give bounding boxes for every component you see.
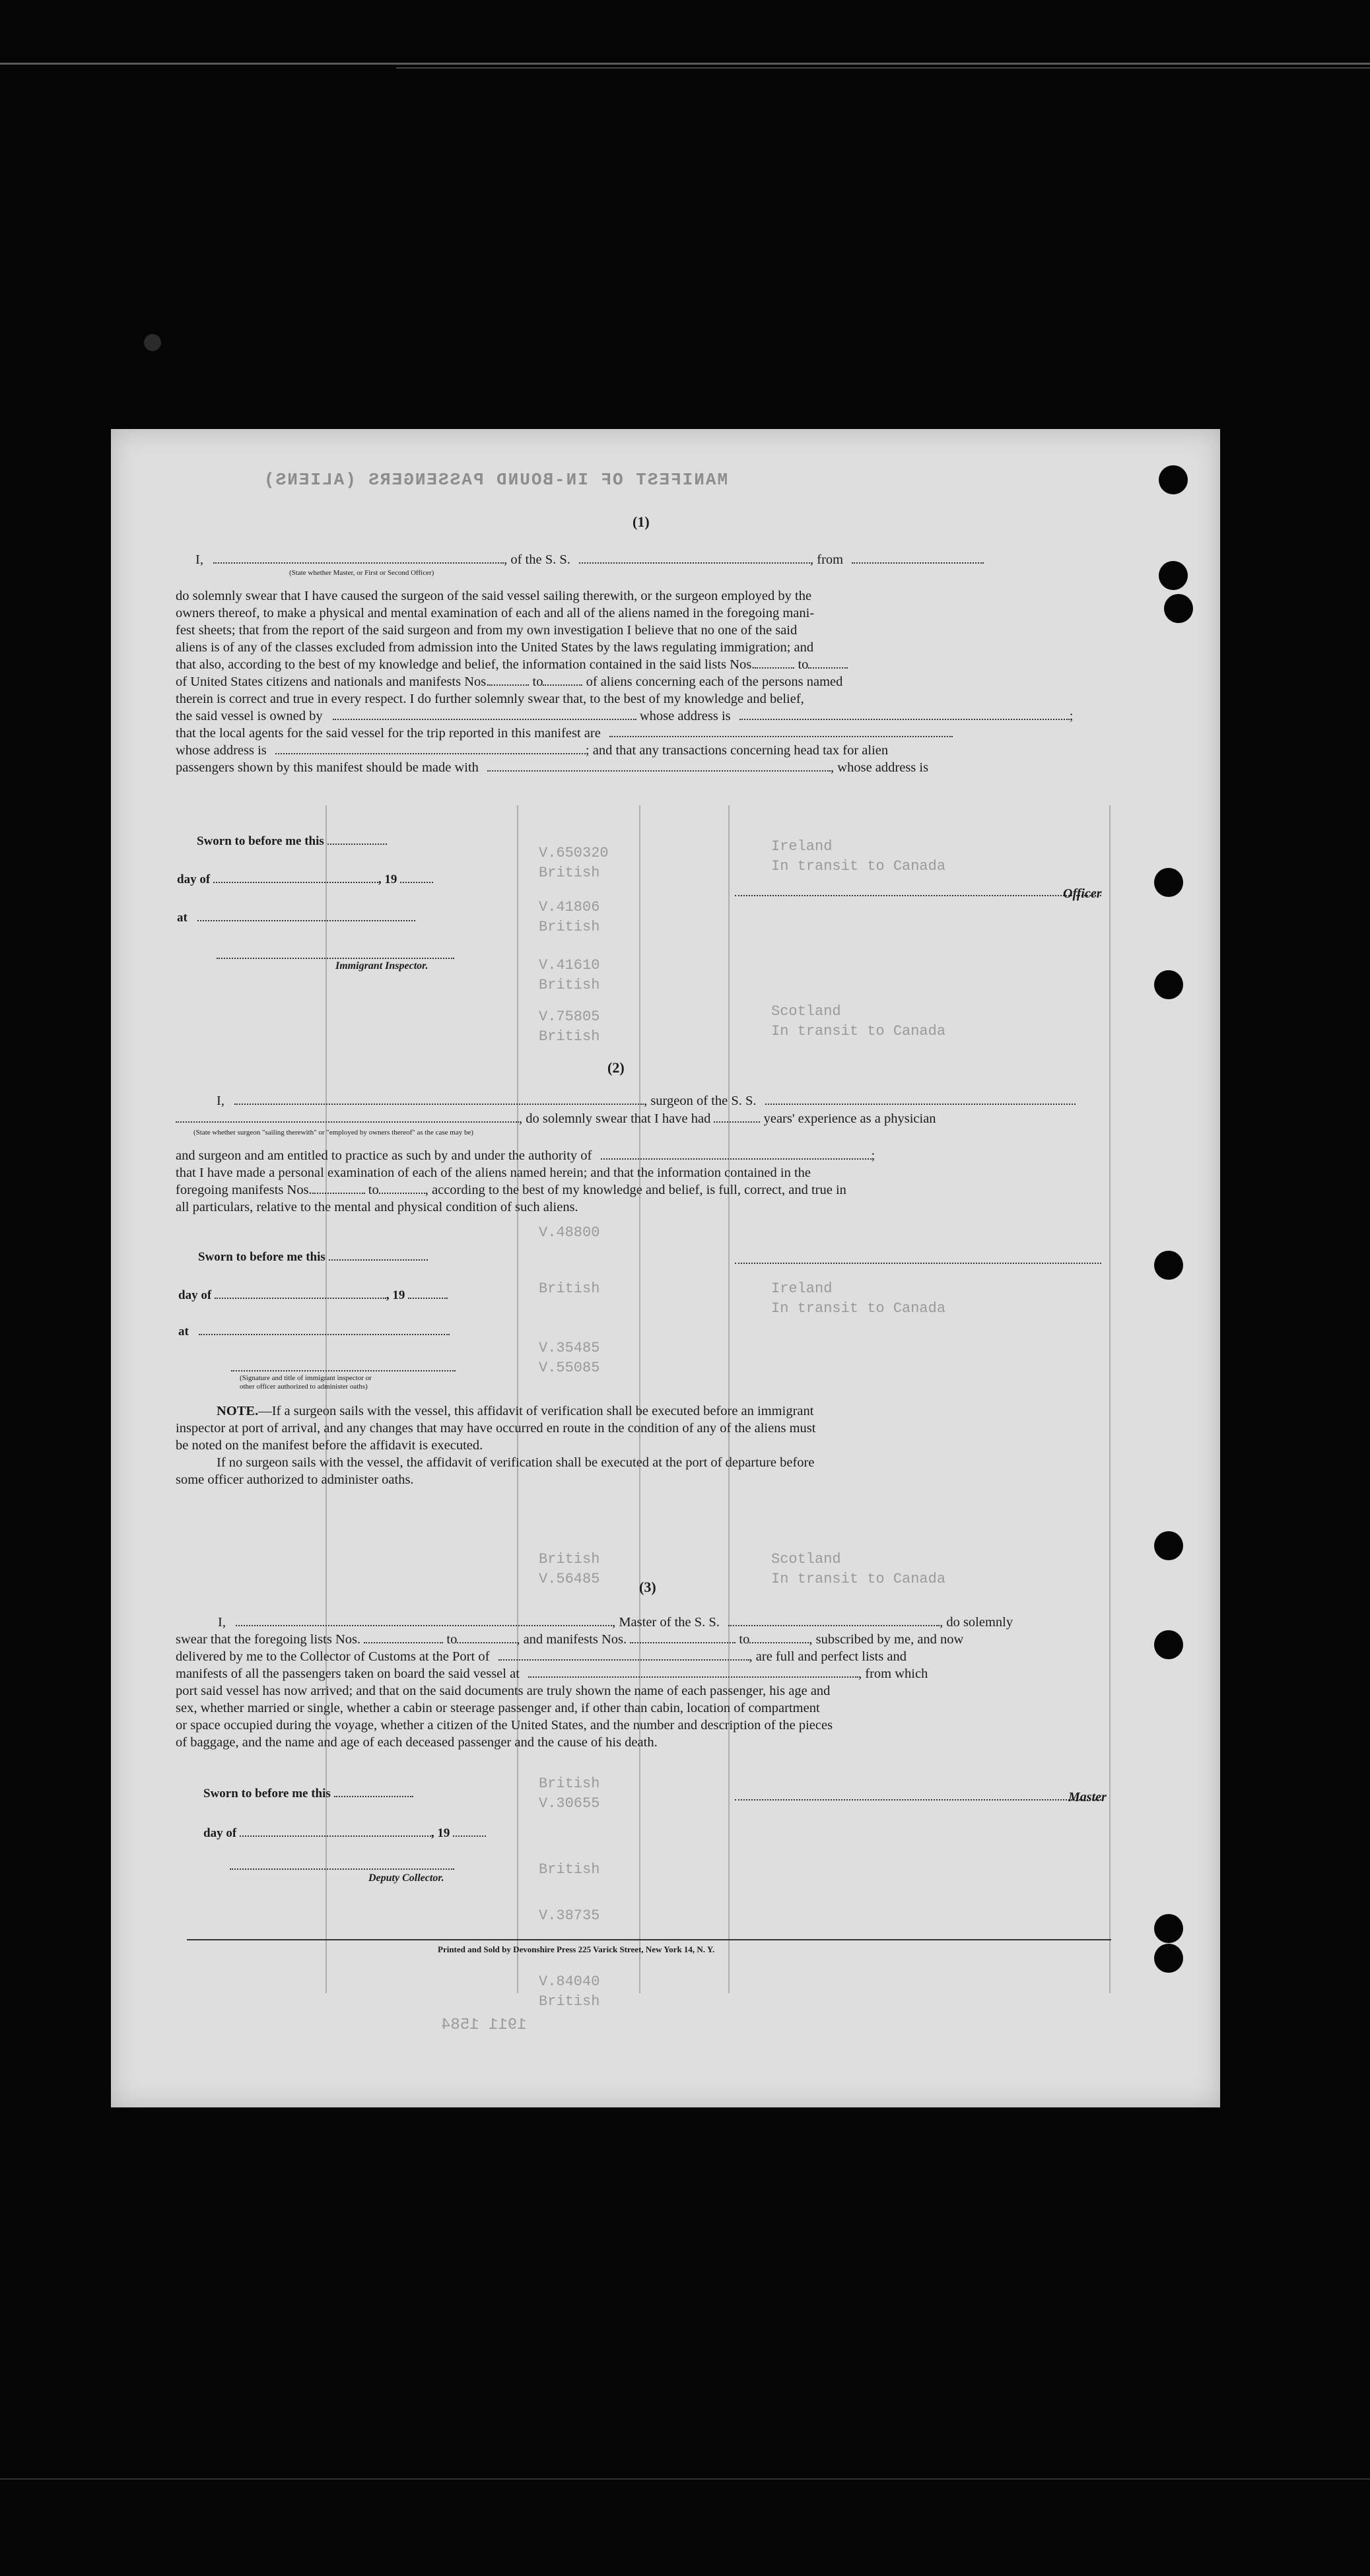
section-1-para-line: fest sheets; that from the report of the said surgeon and from my own investigation I believe that no one of the said: [176, 623, 798, 638]
ghost-right-entry: Scotland: [771, 1003, 841, 1020]
ghost-entry: V.75805: [539, 1008, 600, 1025]
blank-sworn-year[interactable]: [400, 873, 433, 883]
ghost-entry: V.84040: [539, 1973, 600, 1990]
text: day of: [177, 873, 211, 886]
officer-signature-line[interactable]: [735, 894, 1101, 896]
binder-hole: [1154, 1531, 1183, 1560]
ghost-entry: V.35485: [539, 1340, 600, 1356]
section-1-agents-line: [176, 725, 953, 742]
bleed-column-rule: [639, 805, 640, 1993]
officer-label: Officer: [1063, 886, 1102, 901]
section-2-para-line: all particulars, relative to the mental and physical condition of such aliens.: [176, 1200, 578, 1214]
sig-note-2: other officer authorized to administer oaths): [240, 1383, 368, 1391]
scanner-edge-line-top: [0, 63, 1370, 65]
ghost-right-entry: Ireland: [771, 838, 833, 855]
reverse-stamp: 1911 1584: [441, 2016, 527, 2034]
text: , and manifests Nos.: [516, 1632, 627, 1647]
ghost-entry: V.30655: [539, 1795, 600, 1812]
blank-port-from[interactable]: [852, 553, 984, 564]
blank-sworn-day-2[interactable]: [329, 1250, 428, 1261]
ghost-right-entry: In transit to Canada: [771, 1023, 946, 1040]
section-1-manifests-line: [176, 673, 842, 690]
blank-sworn-month-2[interactable]: [215, 1288, 386, 1299]
text: to: [446, 1632, 458, 1647]
blank-s3-manifest-from[interactable]: [630, 1633, 736, 1643]
binder-hole: [1159, 561, 1188, 590]
blank-head-tax-party[interactable]: [487, 761, 831, 772]
text: I,: [217, 1094, 224, 1108]
blank-s2-to[interactable]: [379, 1183, 425, 1194]
ghost-entry: British: [539, 1028, 600, 1045]
sworn-line-1: [197, 833, 387, 850]
text: , 19: [430, 1826, 450, 1840]
blank-surgeon-name[interactable]: [234, 1094, 644, 1105]
section-1-oath-line: [195, 551, 984, 568]
deputy-collector-label: Deputy Collector.: [368, 1872, 444, 1884]
blank-sworn-place[interactable]: [197, 911, 415, 921]
section-2-manifests-line: [176, 1181, 846, 1199]
ghost-right-entry: In transit to Canada: [771, 858, 946, 875]
text: Sworn to before me this: [197, 834, 324, 848]
day-line-2: [178, 1287, 448, 1304]
blank-embark-port[interactable]: [528, 1667, 858, 1678]
text: that also, according to the best of my knowledge and belief, the information contained in the said lists Nos.: [176, 657, 755, 672]
section-1-lists-line: [176, 656, 848, 673]
blank-sworn-place-2[interactable]: [199, 1325, 450, 1335]
binder-hole: [1154, 868, 1183, 897]
deputy-signature-line[interactable]: [230, 1868, 454, 1870]
section-3-para-line: port said vessel has now arrived; and that on the said documents are truly shown the name of each passenger, his age and: [176, 1684, 831, 1698]
blank-agents-address[interactable]: [275, 744, 586, 754]
text: manifests of all the passengers taken on board the said vessel at: [176, 1667, 520, 1681]
binder-hole: [1154, 970, 1183, 999]
section-1-number: (1): [633, 513, 650, 530]
section-3-lists-line: [176, 1631, 963, 1648]
ghost-right-entry: In transit to Canada: [771, 1571, 946, 1587]
ghost-entry: V.650320: [539, 845, 609, 861]
bleed-header: MANIFEST OF IN-BOUND PASSENGERS (ALIENS): [263, 470, 728, 490]
blank-years[interactable]: [714, 1112, 760, 1123]
ghost-entry: British: [539, 865, 600, 881]
binder-hole: [1154, 1944, 1183, 1973]
text: , Master of the S. S.: [612, 1615, 720, 1630]
blank-sworn-day-3[interactable]: [334, 1787, 413, 1797]
binder-hole: [1154, 1914, 1183, 1943]
section-3-para-line: of baggage, and the name and age of each deceased passenger and the cause of his death.: [176, 1735, 658, 1750]
text: at: [177, 911, 188, 925]
surgeon-state-note: (State whether surgeon "sailing therewith" or "employed by owners thereof" as the case may be): [193, 1129, 474, 1137]
blank-manifest-to[interactable]: [543, 675, 582, 686]
section-1-para-line: owners thereof, to make a physical and mental examination of each and all of the aliens named in the foregoing mani-: [176, 606, 815, 620]
note-line-5: some officer authorized to administer oaths.: [176, 1472, 414, 1487]
footer-rule: [187, 1939, 1111, 1940]
text: , are full and perfect lists and: [749, 1649, 907, 1664]
blank-officer-name[interactable]: [213, 553, 504, 564]
text: foregoing manifests Nos.: [176, 1183, 312, 1197]
blank-s2-from[interactable]: [312, 1183, 365, 1194]
text: , subscribed by me, and now: [809, 1632, 964, 1647]
blank-manifest-from[interactable]: [489, 675, 529, 686]
label-i: I,: [195, 552, 203, 567]
sworn-line-3: [203, 1785, 413, 1802]
blank-list-to[interactable]: [808, 658, 848, 669]
day-line-1: [177, 871, 433, 888]
blank-sworn-month-3[interactable]: [240, 1826, 431, 1837]
binder-hole: [1154, 1630, 1183, 1659]
bleed-column-rule: [325, 805, 327, 1993]
section-3-port-line: [176, 1648, 907, 1665]
binder-hole: [1164, 594, 1193, 623]
section-1-address-line: [176, 742, 888, 759]
text: , surgeon of the S. S.: [644, 1094, 757, 1108]
text: day of: [203, 1826, 237, 1840]
binder-hole: [1154, 1251, 1183, 1280]
section-1-passengers-line: [176, 759, 928, 776]
ghost-entry: British: [539, 1775, 600, 1792]
text: , do solemnly: [940, 1615, 1013, 1630]
scanner-edge-line-bottom: [0, 2478, 1370, 2480]
note-line-4: If no surgeon sails with the vessel, the affidavit of verification shall be executed at the port of departure before: [217, 1455, 815, 1470]
day-line-3: [203, 1825, 486, 1842]
ghost-entry: V.41806: [539, 899, 600, 915]
blank-owner[interactable]: [333, 710, 636, 720]
at-line-2: [178, 1323, 450, 1340]
note-line-3: be noted on the manifest before the affidavit is executed.: [176, 1438, 483, 1453]
note-line-1: [217, 1403, 813, 1420]
blank-s3-list-to[interactable]: [457, 1633, 516, 1643]
blank-s3-list-from[interactable]: [364, 1633, 443, 1643]
sworn-line-2: [198, 1249, 428, 1266]
ghost-entry: British: [539, 977, 600, 993]
text: , from which: [858, 1667, 928, 1681]
at-line-1: [177, 909, 415, 927]
note-label: NOTE.: [217, 1404, 259, 1418]
blank-sworn-year-3[interactable]: [453, 1826, 486, 1837]
section-1-owned-line: the said vessel is owned by whose address is ;: [176, 709, 1074, 723]
text: whose address is: [639, 709, 731, 723]
ghost-entry: V.55085: [539, 1360, 600, 1376]
inspector-signature-line[interactable]: [217, 957, 454, 959]
bleed-column-rule: [728, 805, 730, 1993]
text: passengers shown by this manifest should be made with: [176, 760, 479, 775]
bleed-column-rule: [1109, 805, 1111, 1993]
ghost-entry: British: [539, 1280, 600, 1297]
text: swear that the foregoing lists Nos.: [176, 1632, 361, 1647]
text: of United States citizens and nationals and manifests Nos.: [176, 675, 490, 689]
text: Sworn to before me this: [203, 1787, 331, 1800]
master-label: Master: [1068, 1790, 1107, 1804]
ghost-entry: V.41610: [539, 957, 600, 974]
blank-vessel-name[interactable]: [579, 553, 810, 564]
blank-vessel-name-3[interactable]: [728, 1616, 940, 1626]
text: the said vessel is owned by: [176, 709, 323, 723]
ghost-entry: V.56485: [539, 1571, 600, 1587]
ghost-right-entry: Ireland: [771, 1280, 833, 1297]
blank-master-name[interactable]: [236, 1616, 612, 1626]
label-from: , from: [810, 552, 844, 567]
ghost-entry: British: [539, 1993, 600, 2010]
text: ; and that any transactions concerning head tax for alien: [585, 743, 889, 758]
text: , 19: [378, 873, 397, 886]
section-3-para-line: sex, whether married or single, whether a cabin or steerage passenger and, if other than cabin, location of compartment: [176, 1701, 820, 1715]
master-signature-line[interactable]: [735, 1799, 1101, 1800]
text: and surgeon and am entitled to practice as such by and under the authority of: [176, 1148, 592, 1163]
text: at: [178, 1325, 189, 1338]
label-of-the-ss: , of the S. S.: [504, 552, 570, 567]
bleed-column-rule: [517, 805, 518, 1993]
section-2-para-line: that I have made a personal examination of each of the aliens named herein; and that the information contained in the: [176, 1166, 811, 1180]
section-1-para-line: therein is correct and true in every respect. I do further solemnly swear that, to the best of my knowledge and belief,: [176, 692, 804, 706]
surgeon-signature-line[interactable]: [735, 1262, 1101, 1264]
blank-sworn-day[interactable]: [327, 834, 387, 845]
text: Sworn to before me this: [198, 1250, 325, 1264]
section-3-vessel-line: [176, 1665, 928, 1682]
manifest-page: [111, 429, 1220, 2107]
text: to: [739, 1632, 750, 1647]
text: to: [368, 1183, 379, 1197]
signature-line-2[interactable]: [231, 1370, 456, 1371]
ghost-entry: V.48800: [539, 1224, 600, 1241]
text: to: [532, 675, 543, 689]
sig-note-1: (Signature and title of immigrant inspector or: [240, 1374, 372, 1382]
section-2-line-2: [176, 1110, 936, 1127]
text: years' experience as a physician: [763, 1111, 936, 1126]
text: , according to the best of my knowledge and belief, is full, correct, and true in: [425, 1183, 846, 1197]
ghost-entry: V.38735: [539, 1907, 600, 1924]
blank-sworn-year-2[interactable]: [408, 1288, 448, 1299]
section-2-para-line: and surgeon and am entitled to practice as such by and under the authority of ;: [176, 1148, 875, 1163]
section-1-para-line: aliens is of any of the classes excluded from admission into the United States by the laws regulating immigration; and: [176, 640, 814, 655]
ghost-right-entry: In transit to Canada: [771, 1300, 946, 1317]
text: , 19: [386, 1288, 405, 1302]
section-3-oath-line: [218, 1614, 1013, 1631]
blank-s3-manifest-to[interactable]: [749, 1633, 809, 1643]
blank-owner-address[interactable]: [739, 710, 1070, 720]
state-note: (State whether Master, or First or Second Officer): [289, 569, 434, 577]
section-2-number: (2): [607, 1059, 625, 1076]
section-3-para-line: or space occupied during the voyage, whether a citizen of the United States, and the number and description of the pieces: [176, 1718, 833, 1733]
scanner-edge-line-top-2: [396, 67, 1370, 69]
text: I,: [218, 1615, 226, 1630]
binder-hole: [1159, 465, 1188, 494]
text: whose address is: [176, 743, 267, 758]
text: of aliens concerning each of the persons named: [586, 675, 843, 689]
section-1-para-line: do solemnly swear that I have caused the surgeon of the said vessel sailing therewith, or the surgeon employed by the: [176, 589, 812, 603]
section-2-oath-line: [217, 1092, 1076, 1109]
ghost-entry: British: [539, 1861, 600, 1878]
ghost-right-entry: Scotland: [771, 1551, 841, 1568]
ghost-entry: British: [539, 1551, 600, 1568]
printer-imprint: Printed and Sold by Devonshire Press 225 Varick Street, New York 14, N. Y.: [438, 1944, 715, 1954]
text: , do solemnly swear that I have had: [519, 1111, 711, 1126]
blank-list-from[interactable]: [755, 658, 794, 669]
blank-vessel-name-2[interactable]: [765, 1094, 1076, 1105]
blank-surgeon-status[interactable]: [176, 1112, 519, 1123]
blank-sworn-month[interactable]: [213, 873, 378, 883]
blank-authority[interactable]: [601, 1149, 872, 1160]
text: that the local agents for the said vessel for the trip reported in this manifest are: [176, 726, 601, 741]
text: day of: [178, 1288, 212, 1302]
text: , whose address is: [831, 760, 929, 775]
text: delivered by me to the Collector of Customs at the Port of: [176, 1649, 490, 1664]
blank-local-agents[interactable]: [609, 727, 953, 737]
section-3-number: (3): [639, 1579, 656, 1595]
text: to: [798, 657, 809, 672]
scan-speck: [144, 334, 161, 351]
note-line-2: inspector at port of arrival, and any changes that may have occurred en route in the condition of any of the aliens must: [176, 1421, 816, 1436]
blank-port[interactable]: [498, 1650, 749, 1661]
immigrant-inspector-label: Immigrant Inspector.: [335, 960, 428, 972]
text: —If a surgeon sails with the vessel, this affidavit of verification shall be executed before an immigrant: [258, 1404, 814, 1418]
ghost-entry: British: [539, 919, 600, 935]
